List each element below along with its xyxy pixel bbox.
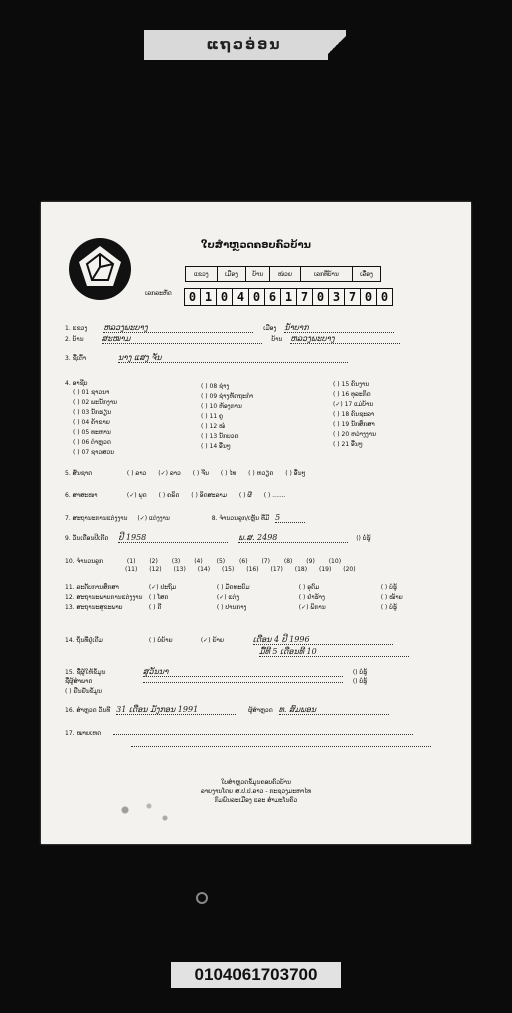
field-marital-label: 7. ສະຖານະການແຕ່ງງານ — [65, 515, 128, 522]
header-tab-label: ແຖວອ່ອນ — [206, 37, 282, 53]
field-village-label: 2. ບ້ານ — [65, 336, 84, 343]
bottom-id-label: 0104061703700 — [171, 962, 341, 988]
field-residence-value: ເດືອນ 4 ປີ 1996 — [253, 636, 393, 645]
field-surveyor-value: ທ. ສົມພອນ — [279, 706, 389, 715]
id-label: ເລກລະຫັດ — [145, 290, 172, 297]
children-count-option[interactable]: (6) — [239, 558, 248, 565]
education-option[interactable]: ( ) ອຸດົມ — [298, 584, 320, 591]
religion-option[interactable]: (✓) ພຸດ — [126, 492, 147, 499]
id-code-header — [185, 266, 381, 282]
nationality-option[interactable]: ( ) ໄທ — [220, 470, 237, 477]
form-title: ໃບສຳຫຼວດຄອບຄົວບ້ານ — [201, 240, 311, 251]
field-marital-status-row — [65, 594, 413, 602]
children-count-option[interactable]: (9) — [306, 558, 315, 565]
form-sheet — [41, 202, 471, 844]
field-residence-label: 14. ຖິ່ນທີ່ຢູ່ເດີມ — [65, 637, 103, 644]
field-village-b-value: ຫລວງພະບາງ — [290, 335, 400, 344]
field-marital-row — [65, 514, 305, 523]
children-count-option[interactable]: (16) — [246, 566, 259, 573]
occupation-option[interactable]: ( ) 03 ນັກຮຽນ — [73, 409, 112, 416]
field-residence-row — [65, 636, 393, 645]
field-informant-value: ສຸວັນນາ — [143, 668, 343, 677]
field-name-label: 3. ຊື່ເຕົ້າ — [65, 355, 87, 362]
residence-option[interactable]: ( ) ບໍ່ຍ້າຍ — [148, 637, 173, 644]
ink-smudge — [101, 790, 181, 830]
field-district-value: ນ້ຳບາກ — [284, 324, 394, 333]
education-option[interactable]: ( ) ບໍ່ຮູ້ — [380, 584, 398, 591]
field-children-value: 5 — [275, 514, 305, 523]
children-count-option[interactable]: (14) — [197, 566, 211, 573]
children-count-option[interactable]: (10) — [328, 558, 342, 565]
field-interviewer-suffix[interactable]: () ບໍ່ຮູ້ — [352, 678, 368, 685]
id-digit: 0 — [184, 288, 201, 306]
occupation-option[interactable]: ( ) 07 ຊາວສວນ — [73, 449, 115, 456]
marital-status-option[interactable]: ( ) ຢ່າຮ້າງ — [298, 594, 325, 601]
field-children-count-row — [65, 558, 353, 566]
footer-line: ລາຍງານໂດຍ ສ.ປ.ປ.ລາວ - ກະຊວງມະຫາໄທ — [200, 788, 312, 795]
occupation-option[interactable]: (✓) 17 ແມ່ບ້ານ — [333, 401, 374, 408]
field-children-count-label: 10. ຈຳນວນລູກ — [65, 558, 104, 565]
children-count-option[interactable]: (15) — [222, 566, 235, 573]
id-digit: 0 — [376, 288, 393, 306]
occupation-option[interactable]: ( ) 04 ຄ້າຂາຍ — [73, 419, 110, 426]
field-interviewer-row — [65, 678, 367, 686]
occupation-column-2 — [201, 382, 253, 452]
field-interviewer-label: ຊື່ຜູ້ສຳພາດ — [65, 678, 93, 685]
children-count-option[interactable]: (17) — [270, 566, 283, 573]
children-count-option[interactable]: (4) — [194, 558, 203, 565]
field-confirm-label[interactable]: ( ) ຢືນຢັນຂໍ້ມູນ — [65, 688, 102, 695]
children-count-option[interactable]: (18) — [294, 566, 308, 573]
field-occupation-label: 4. ອາຊີບ — [65, 380, 88, 387]
marital-status-option[interactable]: ( ) ໂສດ — [148, 594, 169, 601]
field-birthdate-b-value: ພ.ສ. 2498 — [238, 534, 348, 543]
field-children-count-row-2 — [125, 566, 366, 574]
field-notes-label: 17. ໝາຍເຫດ — [65, 730, 102, 737]
emblem-icon — [67, 236, 133, 302]
field-notes-line-2 — [131, 746, 431, 747]
id-digit: 6 — [264, 288, 281, 306]
religion-option[interactable]: ( ) ຄຣິດ — [158, 492, 180, 499]
religion-option[interactable]: ( ) ຜີ — [238, 492, 252, 499]
children-count-option[interactable]: (13) — [173, 566, 186, 573]
field-surveyor-label: ຜູ້ສຳຫຼວດ — [248, 707, 273, 714]
nationality-option[interactable]: ( ) ຫວຽດ — [248, 470, 274, 477]
id-digit: 0 — [216, 288, 233, 306]
children-count-option[interactable]: (5) — [216, 558, 226, 565]
occupation-option[interactable]: ( ) 19 ນັກສຶກສາ — [333, 421, 375, 428]
field-province-row — [65, 324, 394, 333]
id-digit: 3 — [328, 288, 345, 306]
religion-option[interactable]: ( ) ....... — [263, 492, 286, 499]
id-digit: 7 — [344, 288, 361, 306]
children-count-option[interactable]: (11) — [125, 566, 138, 573]
id-digit: 0 — [360, 288, 377, 306]
header-tab-notch — [328, 30, 346, 60]
field-birthdate-row — [65, 534, 371, 543]
marital-value[interactable]: (✓) ແຕ່ງງານ — [137, 515, 170, 522]
field-province-value: ຫລວງພະບາງ — [103, 324, 253, 333]
education-option[interactable]: (✓) ປະຖົມ — [148, 584, 177, 591]
field-education-label: 11. ລະດັບການສຶກສາ — [65, 584, 119, 591]
field-informant-row — [65, 668, 367, 677]
occupation-option[interactable]: ( ) 20 ຫວ່າງງານ — [333, 431, 376, 438]
occupation-option[interactable]: ( ) 21 ອື່ນໆ — [333, 441, 363, 448]
children-count-option[interactable]: (3) — [171, 558, 181, 565]
field-survey-date-value: 31 ເດືອນ ມັງກອນ 1991 — [116, 706, 236, 715]
footer-line: ກົມພົນລະເມືອງ ແລະ ສຳມະໂນຄົວ — [214, 797, 298, 804]
field-informant-label: 15. ຊື່ຜູ້ໃຫ້ຂໍ້ມູນ — [65, 669, 106, 676]
id-col-village: ບ້ານ — [246, 267, 270, 282]
field-residence-row-2 — [259, 648, 409, 657]
field-birthdate-suffix[interactable]: () ບໍ່ຮູ້ — [356, 535, 371, 542]
id-digit: 7 — [296, 288, 313, 306]
field-interviewer-line — [143, 682, 343, 683]
health-option[interactable]: ( ) ບໍ່ຮູ້ — [380, 604, 398, 611]
nationality-option[interactable]: ( ) ລາວ — [126, 470, 147, 477]
children-count-option[interactable]: (12) — [149, 566, 162, 573]
occupation-option[interactable]: ( ) 06 ຕຳຫຼວດ — [73, 439, 111, 446]
id-col-district: ເມືອງ — [217, 267, 246, 282]
field-education-row — [65, 584, 407, 592]
field-marital-status-label: 12. ສະຖານະພາບການແຕ່ງງານ — [65, 594, 143, 601]
field-notes-row-2 — [131, 742, 431, 750]
children-count-option[interactable]: (1) — [126, 558, 136, 565]
id-digit: 1 — [280, 288, 297, 306]
occupation-option[interactable]: ( ) 01 ຊາວນາ — [73, 389, 110, 396]
field-name-row — [65, 354, 348, 363]
field-confirm-row — [65, 688, 102, 696]
id-col-sequence: ເລື່ອງ — [353, 267, 381, 282]
field-village-row — [65, 335, 400, 344]
field-village-b-label: ບ້ານ — [271, 336, 283, 343]
marital-status-option[interactable]: (✓) ແຕ່ງ — [216, 594, 240, 601]
field-province-label: 1. ແຂວງ — [65, 325, 88, 332]
film-mark-icon — [196, 892, 208, 904]
id-col-house-number: ເລກທີ່ບ້ານ — [300, 267, 352, 282]
occupation-option[interactable]: ( ) 08 ຊ່າງ — [201, 383, 230, 390]
id-col-province: ແຂວງ — [186, 267, 218, 282]
residence-option[interactable]: (✓) ຍ້າຍ — [200, 637, 224, 644]
children-count-option[interactable]: (8) — [283, 558, 293, 565]
id-code-digits — [185, 288, 393, 306]
marital-status-option[interactable]: ( ) ໝ້າຍ — [380, 594, 403, 601]
children-count-option[interactable]: (2) — [149, 558, 158, 565]
children-count-option[interactable]: (19) — [319, 566, 332, 573]
field-survey-date-label: 16. ສຳຫຼວດ ວັນທີ — [65, 707, 111, 714]
id-digit: 0 — [248, 288, 265, 306]
field-survey-date-row — [65, 706, 389, 715]
field-religion-label: 6. ສາສະໜາ — [65, 492, 98, 499]
nationality-option[interactable]: ( ) ຈີນ — [192, 470, 209, 477]
field-birthdate-value: ປີ 1958 — [118, 534, 228, 543]
occupation-option[interactable]: ( ) 11 ຄູ — [201, 413, 224, 420]
field-children-label: 8. ຈຳນວນລູກ/ເຫຼັນ ທີ່ມີ — [211, 515, 270, 522]
occupation-option[interactable]: ( ) 12 ໝໍ — [201, 423, 226, 430]
occupation-option[interactable]: ( ) 02 ພະນັກງານ — [73, 399, 118, 406]
field-notes-row — [65, 730, 413, 738]
field-birthdate-label: 9. ວັນເດືອນປີເກີດ — [65, 535, 109, 542]
field-informant-suffix[interactable]: () ບໍ່ຮູ້ — [352, 669, 368, 676]
health-option[interactable]: (✓) ພິການ — [298, 604, 326, 611]
field-village-value: ສະໝາມ — [102, 335, 262, 344]
occupation-option[interactable]: ( ) 15 ຄົນງານ — [333, 381, 370, 388]
field-religion-row — [65, 492, 296, 500]
education-option[interactable]: ( ) ມັດທະຍົມ — [216, 584, 250, 591]
health-option[interactable]: ( ) ດີ — [148, 604, 162, 611]
field-health-label: 13. ສະຖານະສຸຂະພາບ — [65, 604, 123, 611]
occupation-option[interactable]: ( ) 05 ທະຫານ — [73, 429, 111, 436]
nationality-option[interactable]: ( ) ອື່ນໆ — [285, 470, 306, 477]
occupation-option[interactable]: ( ) 16 ທຸລະກິດ — [333, 391, 371, 398]
occupation-option[interactable]: ( ) 09 ຊ່າງຫັດຖະກຳ — [201, 393, 254, 400]
health-option[interactable]: ( ) ປານກາງ — [216, 604, 247, 611]
field-notes-line — [113, 734, 413, 735]
field-name-value: ນາງ ແສງ ຈັນ — [118, 354, 348, 363]
id-col-unit: ໜ່ວຍ — [270, 267, 300, 282]
children-count-option[interactable]: (20) — [343, 566, 356, 573]
id-digit: 0 — [312, 288, 329, 306]
field-residence-b-value: ມື້ທີ 5 ເດືອນທີ 10 — [259, 648, 409, 657]
occupation-option[interactable]: ( ) 18 ຄົນຊະລາ — [333, 411, 375, 418]
religion-option[interactable]: ( ) ອິດສະລາມ — [191, 492, 227, 499]
header-tab — [144, 30, 344, 60]
id-digit: 4 — [232, 288, 249, 306]
field-district-label: ເມືອງ — [263, 325, 277, 332]
footer-line: ໃບສຳຫຼວດຂໍ້ມູນຄອບຄົວບ້ານ — [220, 779, 291, 786]
field-health-row — [65, 604, 407, 612]
nationality-option[interactable]: (✓) ລາວ — [158, 470, 181, 477]
field-nationality-label: 5. ສັນຊາດ — [65, 470, 93, 477]
occupation-column-3 — [333, 380, 376, 450]
field-nationality-row — [65, 470, 316, 478]
occupation-column-1 — [73, 388, 117, 458]
children-count-option[interactable]: (7) — [261, 558, 270, 565]
occupation-option[interactable]: ( ) 13 ນັກບວດ — [201, 433, 239, 440]
occupation-option[interactable]: ( ) 10 ຫ້ອງການ — [201, 403, 242, 410]
id-digit: 1 — [200, 288, 217, 306]
occupation-option[interactable]: ( ) 14 ອື່ນໆ — [201, 443, 231, 450]
